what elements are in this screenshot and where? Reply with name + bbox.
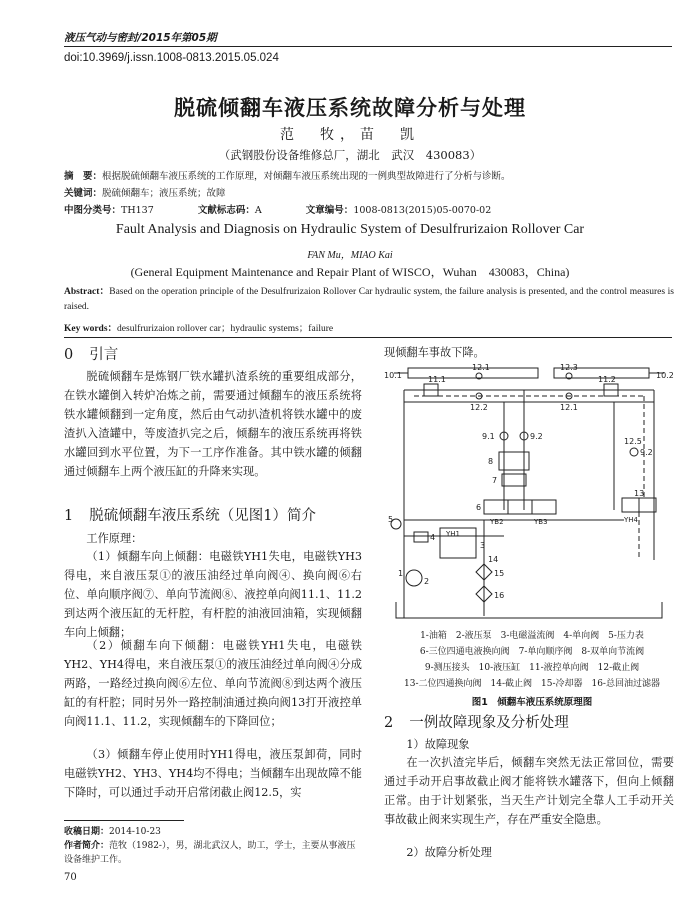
footnote-rule [64,820,184,821]
section-0-heading [64,343,118,364]
section-2-number: 2 [384,715,394,731]
english-abstract-label: Abstract： [64,287,110,297]
label-12-2: 12.2 [470,403,488,412]
label-6: 6 [476,503,482,512]
label-1: 1 [398,569,404,578]
label-yb2: YB2 [490,518,504,526]
section-0-number: 0 [64,347,74,363]
label-9-2b: 9.2 [640,448,653,457]
english-authors: FAN Mu，MIAO Kai [307,250,393,261]
section-2-heading [384,711,569,732]
label-15: 15 [494,569,505,578]
english-abstract [64,285,674,315]
legend-line: 9-测压接头 10-液压缸 11-液控单向阀 12-截止阀 [424,663,640,673]
subheading-1: 1）故障现象 [406,738,470,751]
english-keywords-label: Key words： [64,324,118,334]
label-12-3: 12.3 [560,363,578,372]
label-8: 8 [488,457,494,466]
label-yb3: YB3 [534,518,548,526]
label-10-2: 10.2 [656,371,674,380]
footnote-bio [64,839,364,867]
authors: 范 牧，苗 凯 [280,127,420,143]
check-valve-4 [414,532,428,542]
abstract-cn-label: 摘 要： [64,171,103,182]
label-10-1: 10.1 [384,371,402,380]
doi: doi:10.3969/j.issn.1008-0813.2015.05.024 [64,52,279,64]
figure-legend [384,628,680,692]
bio-text: 范牧（1982-），男，湖北武汉人，助工，学士，主要从事液压设备维护工作。 [64,841,356,865]
keywords-cn [64,187,674,200]
label-13: 13 [634,489,645,498]
legend-line: 13-二位四通换向阀 14-截止阀 15-冷却器 16-总回油过滤器 [404,679,660,689]
page-number: 70 [64,872,77,883]
label-12-1: 12.1 [472,363,490,372]
abstract-cn-text: 根据脱硫倾翻车液压系统的工作原理，对倾翻车液压系统出现的一例典型故障进行了分析与诊断。 [102,171,511,182]
label-3: 3 [480,541,486,550]
received-label: 收稿日期： [64,827,110,837]
continuation-text: 现倾翻车事故下降。 [384,346,485,359]
label-14: 14 [488,555,499,564]
pump-2 [406,570,422,586]
fault-paragraph: 在一次扒渣完毕后，倾翻车突然无法正常回位，需要通过手动开启事故截止阀才能将铁水罐落下，但向上倾翻正常。由于计划紧张，当天生产计划完全靠人工手动开关事故截止阀来实现生产，存在严重安全隐患。 [384,756,674,826]
doc-value: A [254,205,262,216]
english-title: Fault Analysis and Diagnosis on Hydraulic System of Desulfrurizaion Rollover Car [115,222,585,237]
footnote-received [64,825,364,839]
english-keywords [64,320,674,334]
clc-value: TH137 [121,205,154,216]
label-5: 5 [388,515,394,524]
tank-1 [396,602,662,618]
bio-label: 作者简介： [64,841,110,851]
step-1-paragraph: （1）倾翻车向上倾翻：电磁铁YH1失电，电磁铁YH3得电，来自液压泵①的液压油经过单向阀④、换向阀⑥右位、单向顺序阀⑦、单向节流阀⑧、液控单向阀11.1、11.2到达两个液压缸的无杆腔，有杆腔的油液回油箱，实现倾翻车向上倾翻； [64,550,362,639]
keywords-cn-text: 脱硫倾翻车；液压系统；故障 [102,188,226,199]
header-rule [64,46,672,47]
clc-label: 中图分类号： [64,205,122,216]
section-1-number: 1 [64,508,74,524]
subheading-2: 2）故障分析处理 [406,846,492,859]
directional-valve-6 [484,500,556,514]
doc-label: 文献标志码： [197,205,255,216]
page-title: 脱硫倾翻车液压系统故障分析与处理 [174,96,526,120]
abstract-rule [64,337,672,338]
legend-line: 6-三位四通电液换向阀 7-单向顺序阀 8-双单向节流阀 [419,647,645,657]
label-11-2: 11.2 [598,375,616,384]
received-date: 2014-10-23 [109,827,161,837]
label-4: 4 [430,533,436,542]
journal-header: 液压气动与密封/2015年第05期 [64,32,217,44]
label-9-1: 9.1 [482,432,495,441]
label-yh4: YH4 [624,516,638,524]
article-value: 1008-0813(2015)05-0070-02 [353,205,492,216]
label-12-1b: 12.1 [560,403,578,412]
abstract-cn [64,170,674,183]
keywords-cn-label: 关键词： [64,188,103,199]
intro-paragraph: 脱硫倾翻车是炼钢厂铁水罐扒渣系统的重要组成部分，在铁水罐倒入转炉冶炼之前，需要通过倾翻车的液压系统将铁水罐倾翻到一定角度，然后由气动扒渣机将铁水罐中的废渣扒入渣罐中，等废渣扒完之后，倾翻车的液压系统再将铁水罐回到水平位置，为下一工序作准备。其中铁水罐的倾翻通过倾翻车上两个液压缸的升降来实现。 [64,370,362,478]
label-16: 16 [494,591,505,600]
affiliation: （武钢股份设备维修总厂，湖北 武汉 430083） [218,148,482,162]
english-keywords-text: desulfrurizaion rollover car；hydraulic systems；failure [117,324,334,334]
section-0-title: 引言 [89,347,119,363]
figure-title: 图1 倾翻车液压系统原理图 [471,697,593,708]
step-2-paragraph: （2）倾翻车向下倾翻：电磁铁YH1失电，电磁铁YH2、YH4得电，来自液压泵①的液压油经过单向阀④分成两路，一路经过换向阀⑥左位、单向节流阀⑧到达两个液压缸的有杆腔；同时另外一路控制油通过换向阀13打开液控单向阀11.1、11.2，实现倾翻车的下降回位； [64,639,362,728]
english-affiliation: (General Equipment Maintenance and Repair Plant of WISCO，Wuhan 430083，China) [130,265,570,279]
section-2-title: 一例故障现象及分析处理 [409,715,569,731]
sequence-valve-7 [502,474,526,486]
hydraulic-schematic [384,360,674,622]
label-11-1: 11.1 [428,375,446,384]
section-1-heading [64,504,316,525]
section-1-title: 脱硫倾翻车液压系统（见图1）简介 [89,508,316,524]
principle-label: 工作原理： [86,532,143,545]
label-9-2: 9.2 [530,432,543,441]
test-point-9-2b [630,448,638,456]
legend-line: 1-油箱 2-液压泵 3-电磁溢流阀 4-单向阀 5-压力表 [420,631,644,641]
label-2: 2 [424,577,430,586]
classification-row [64,204,674,217]
label-7: 7 [492,476,498,485]
english-abstract-text: Based on the operation principle of the Desulfrurizaion Rollover Car hydraulic system, the failure analysis is presented, and the control measures is raised. [64,287,674,312]
step-3-paragraph: （3）倾翻车停止使用时YH1得电，液压泵卸荷，同时电磁铁YH2、YH3、YH4均不得电；当倾翻车出现故障不能下降时，可以通过手动开启常闭截止阀12.5，实 [64,748,362,799]
label-yh1: YH1 [446,530,460,538]
label-12-5: 12.5 [624,437,642,446]
article-label: 文章编号： [305,205,354,216]
